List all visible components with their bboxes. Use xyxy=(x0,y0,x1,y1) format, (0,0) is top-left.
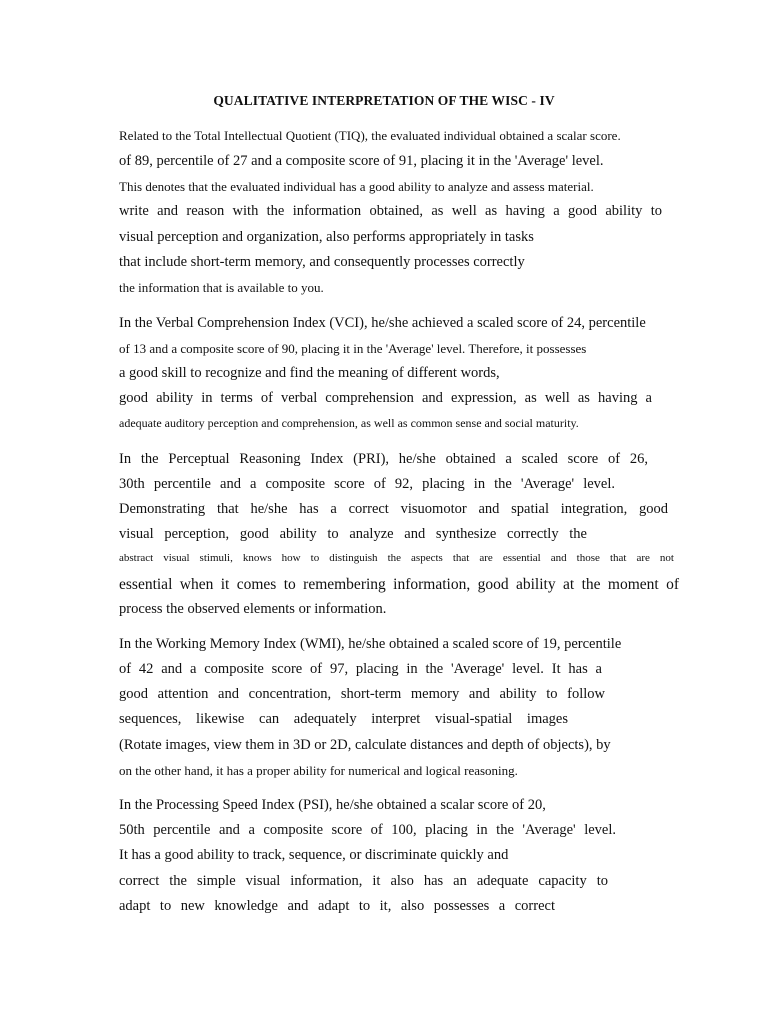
text-line: that include short-term memory, and consequently processes correctly xyxy=(119,254,525,270)
text-line: adequate auditory perception and comprehension, as well as common sense and social maturity. xyxy=(119,416,579,430)
text-line: write and reason with the information obtained, as well as having a good ability to xyxy=(119,203,662,219)
text-line: adapt to new knowledge and adapt to it, also possesses a correct xyxy=(119,898,555,914)
text-line: In the Processing Speed Index (PSI), he/she obtained a scalar score of 20, xyxy=(119,797,546,813)
text-line: the information that is available to you. xyxy=(119,280,324,295)
text-line: abstract visual stimuli, knows how to distinguish the aspects that are essential and those that are not xyxy=(119,552,674,564)
text-line: This denotes that the evaluated individual has a good ability to analyze and assess material. xyxy=(119,179,594,194)
text-line: Related to the Total Intellectual Quotient (TIQ), the evaluated individual obtained a scalar score. xyxy=(119,128,621,143)
document-title: QUALITATIVE INTERPRETATION OF THE WISC - IV xyxy=(213,93,555,108)
text-line: (Rotate images, view them in 3D or 2D, calculate distances and depth of objects), by xyxy=(119,737,611,753)
text-line: correct the simple visual information, it also has an adequate capacity to xyxy=(119,873,608,889)
text-line: visual perception and organization, also performs appropriately in tasks xyxy=(119,229,534,245)
text-line: of 13 and a composite score of 90, placing it in the 'Average' level. Therefore, it possesses xyxy=(119,341,587,356)
text-line: essential when it comes to remembering information, good ability at the moment of xyxy=(119,576,679,593)
text-line: a good skill to recognize and find the meaning of different words, xyxy=(119,365,500,381)
text-line: 30th percentile and a composite score of 92, placing in the 'Average' level. xyxy=(119,476,615,492)
text-line: process the observed elements or information. xyxy=(119,601,387,617)
text-line: visual perception, good ability to analyze and synthesize correctly the xyxy=(119,526,587,542)
text-line: 50th percentile and a composite score of 100, placing in the 'Average' level. xyxy=(119,822,616,838)
text-line: It has a good ability to track, sequence, or discriminate quickly and xyxy=(119,847,509,863)
text-line: In the Perceptual Reasoning Index (PRI), he/she obtained a scaled score of 26, xyxy=(119,451,648,467)
text-line: In the Working Memory Index (WMI), he/she obtained a scaled score of 19, percentile xyxy=(119,636,622,652)
text-line: good ability in terms of verbal comprehension and expression, as well as having a xyxy=(119,390,652,406)
text-line: In the Verbal Comprehension Index (VCI), he/she achieved a scaled score of 24, percentile xyxy=(119,315,646,331)
text-line: sequences, likewise can adequately interpret visual-spatial images xyxy=(119,711,568,727)
text-line: Demonstrating that he/she has a correct visuomotor and spatial integration, good xyxy=(119,501,668,517)
text-line: of 89, percentile of 27 and a composite score of 91, placing it in the 'Average' level. xyxy=(119,153,604,169)
text-line: good attention and concentration, short-term memory and ability to follow xyxy=(119,686,605,702)
text-line: of 42 and a composite score of 97, placing in the 'Average' level. It has a xyxy=(119,661,602,677)
text-line: on the other hand, it has a proper ability for numerical and logical reasoning. xyxy=(119,763,518,778)
